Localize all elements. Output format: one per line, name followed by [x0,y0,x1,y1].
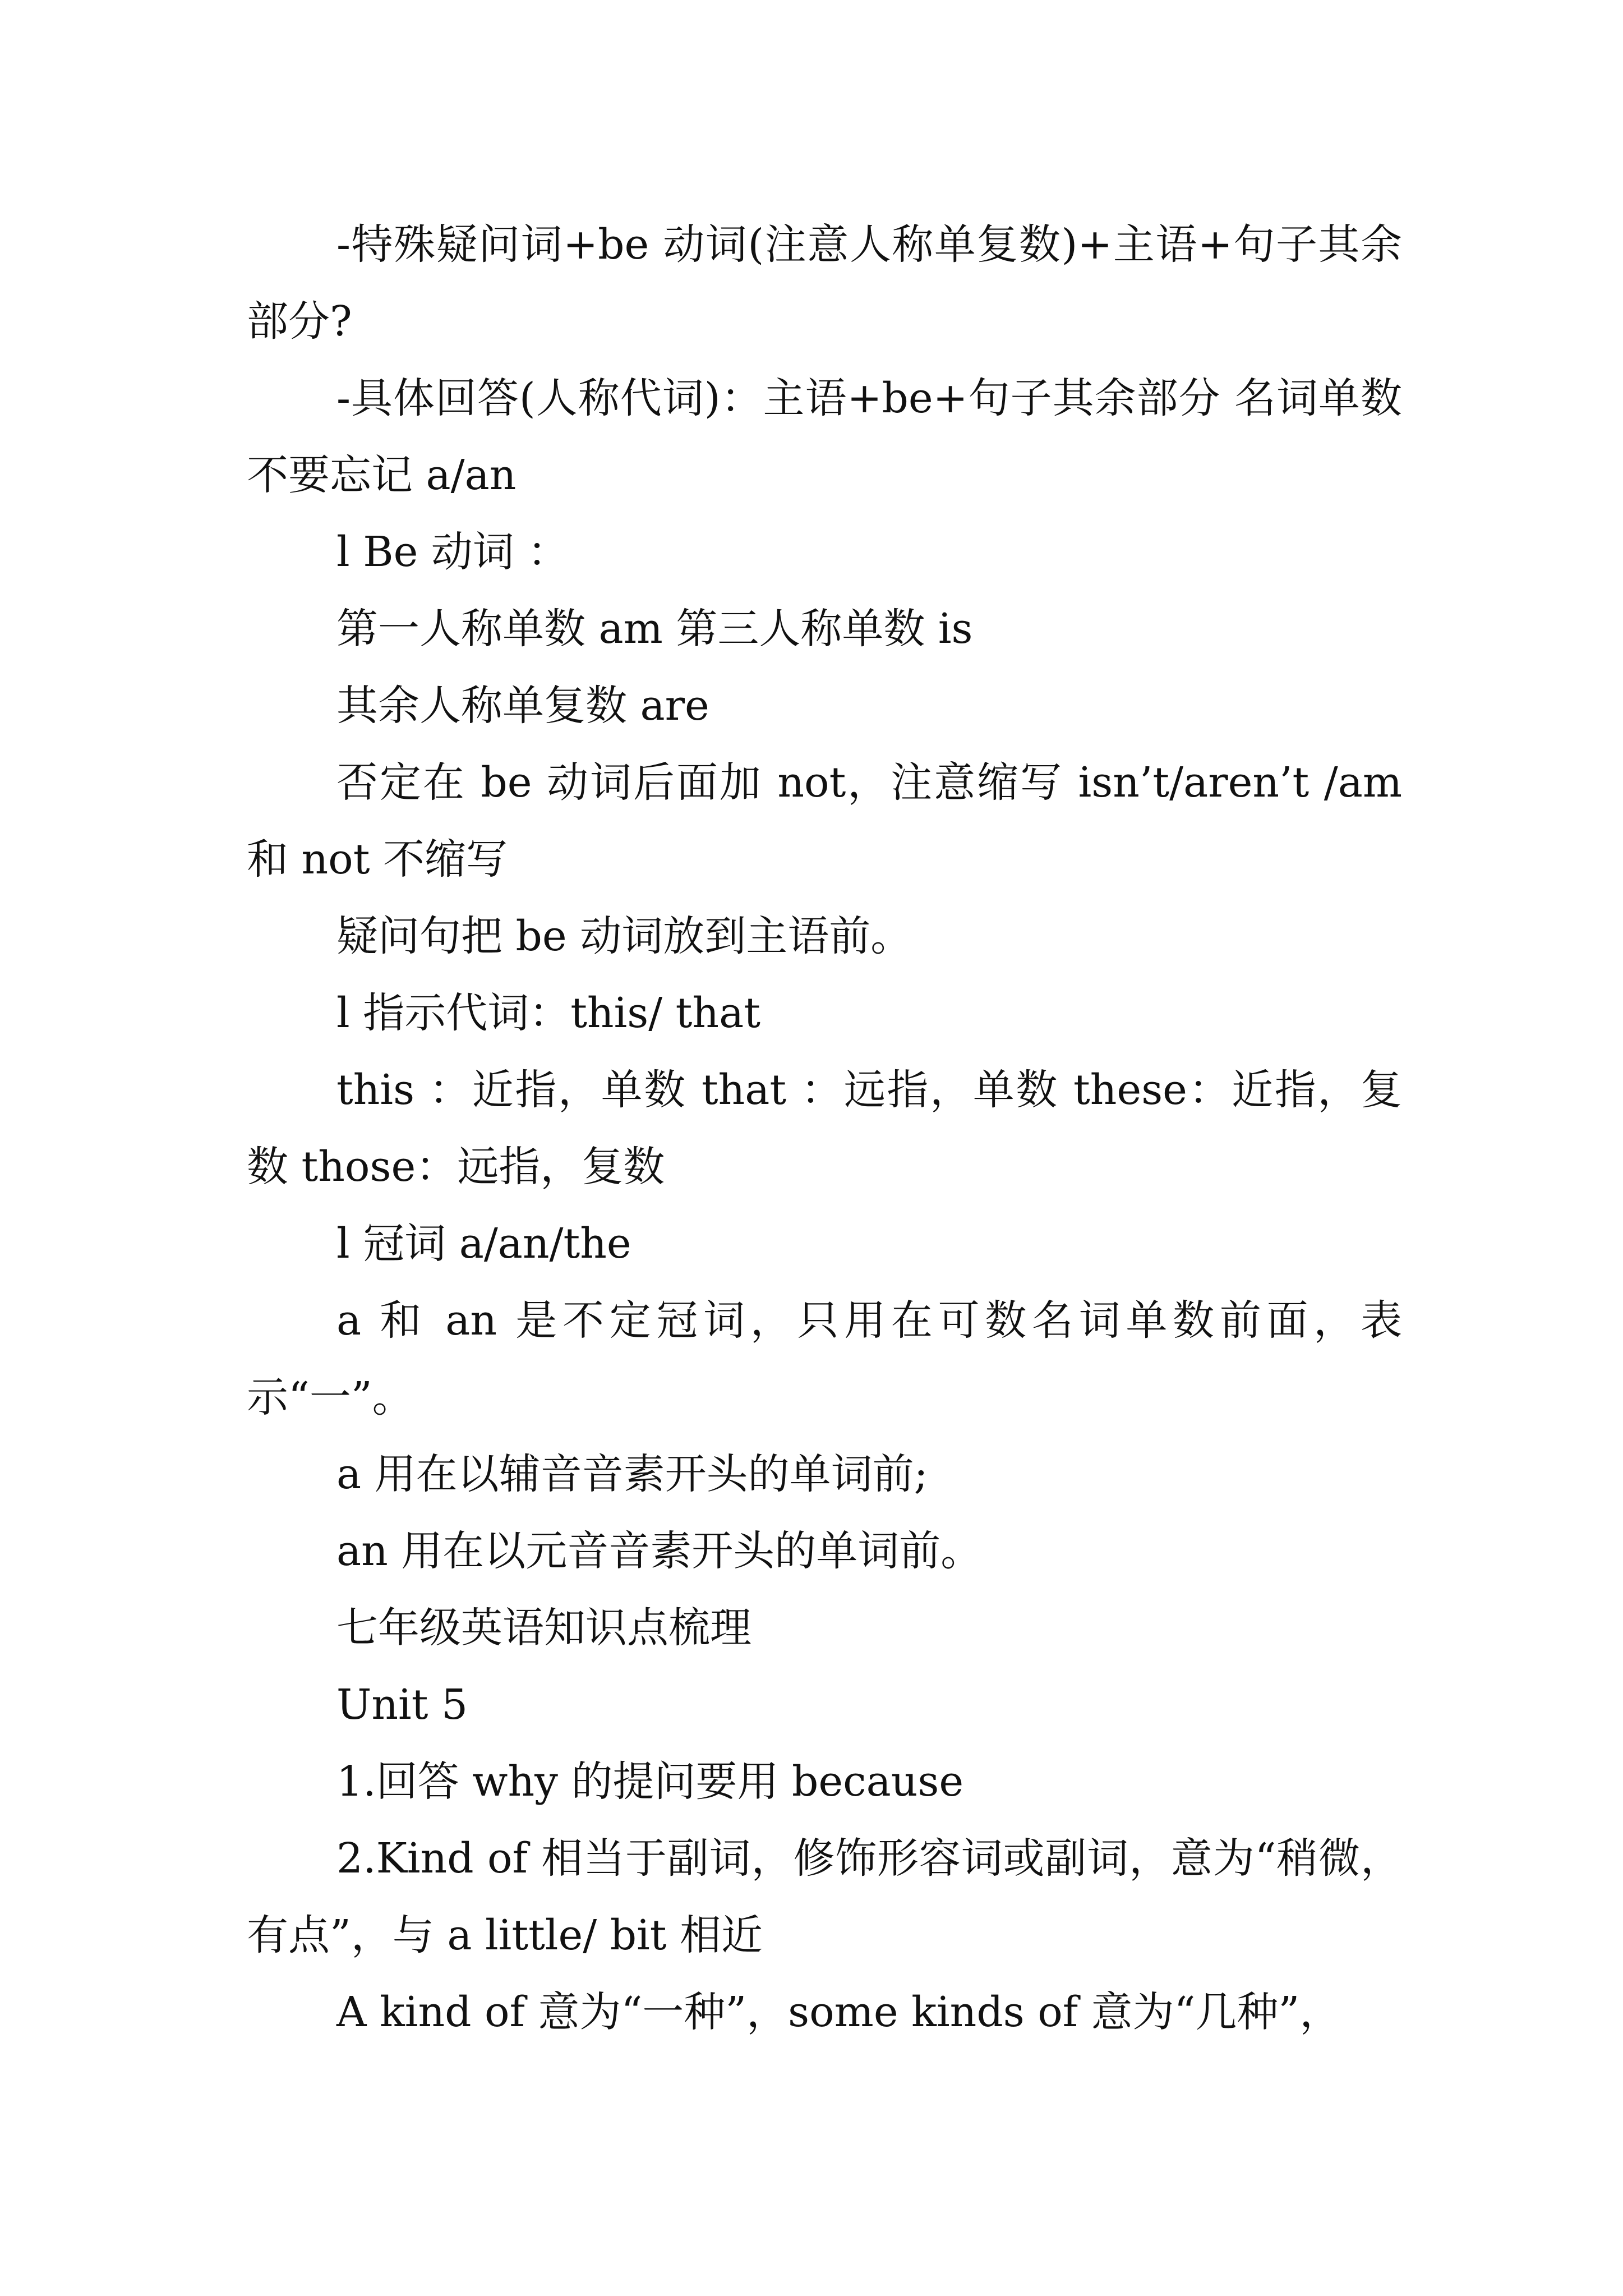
paragraph-demonstratives-usage: this ：近指，单数 that ：远指，单数 these：近指，复数 those：远指，复数 [247,1066,1402,1191]
paragraph-be-verb-heading: l Be 动词 ： [336,528,569,576]
paragraph-article-an-usage: an 用在以元音音素开头的单词前。 [336,1527,983,1575]
paragraph-answer-structure: -具体回答(人称代词)：主语+be+句子其余部分 名词单数不要忘记 a/an [247,374,1402,499]
paragraph-indefinite-articles: a 和 an 是不定冠词，只用在可数名词单数前面，表示“一”。 [247,1296,1402,1421]
document-body [247,206,1415,2051]
paragraph-demonstratives-heading: l 指示代词：this/ that [336,989,760,1037]
paragraph-articles-heading: l 冠词 a/an/the [336,1220,631,1268]
paragraph-point-2: 2.Kind of 相当于副词，修饰形容词或副词，意为“稍微，有点”，与 a little/ bit 相近 [247,1834,1402,1959]
paragraph-negation: 否定在 be 动词后面加 not，注意缩写 isn’t/aren’t /am 和 not 不缩写 [247,758,1415,884]
paragraph-question-form: 疑问句把 be 动词放到主语前。 [336,912,912,960]
paragraph-point-1: 1.回答 why 的提问要用 because [336,1757,964,1806]
paragraph-be-verb-singular: 第一人称单数 am 第三人称单数 is [336,605,973,653]
paragraph-be-verb-plural: 其余人称单复数 are [336,682,709,730]
paragraph-article-a-usage: a 用在以辅音音素开头的单词前; [336,1450,928,1498]
paragraph-kind-of: A kind of 意为“一种”，some kinds of 意为“几种”， [336,1988,1341,2036]
section-title: 七年级英语知识点梳理 [336,1604,751,1652]
paragraph-question-structure: -特殊疑问词+be 动词(注意人称单复数)+主语+句子其余部分? [247,220,1402,346]
unit-heading: Unit 5 [336,1681,468,1729]
